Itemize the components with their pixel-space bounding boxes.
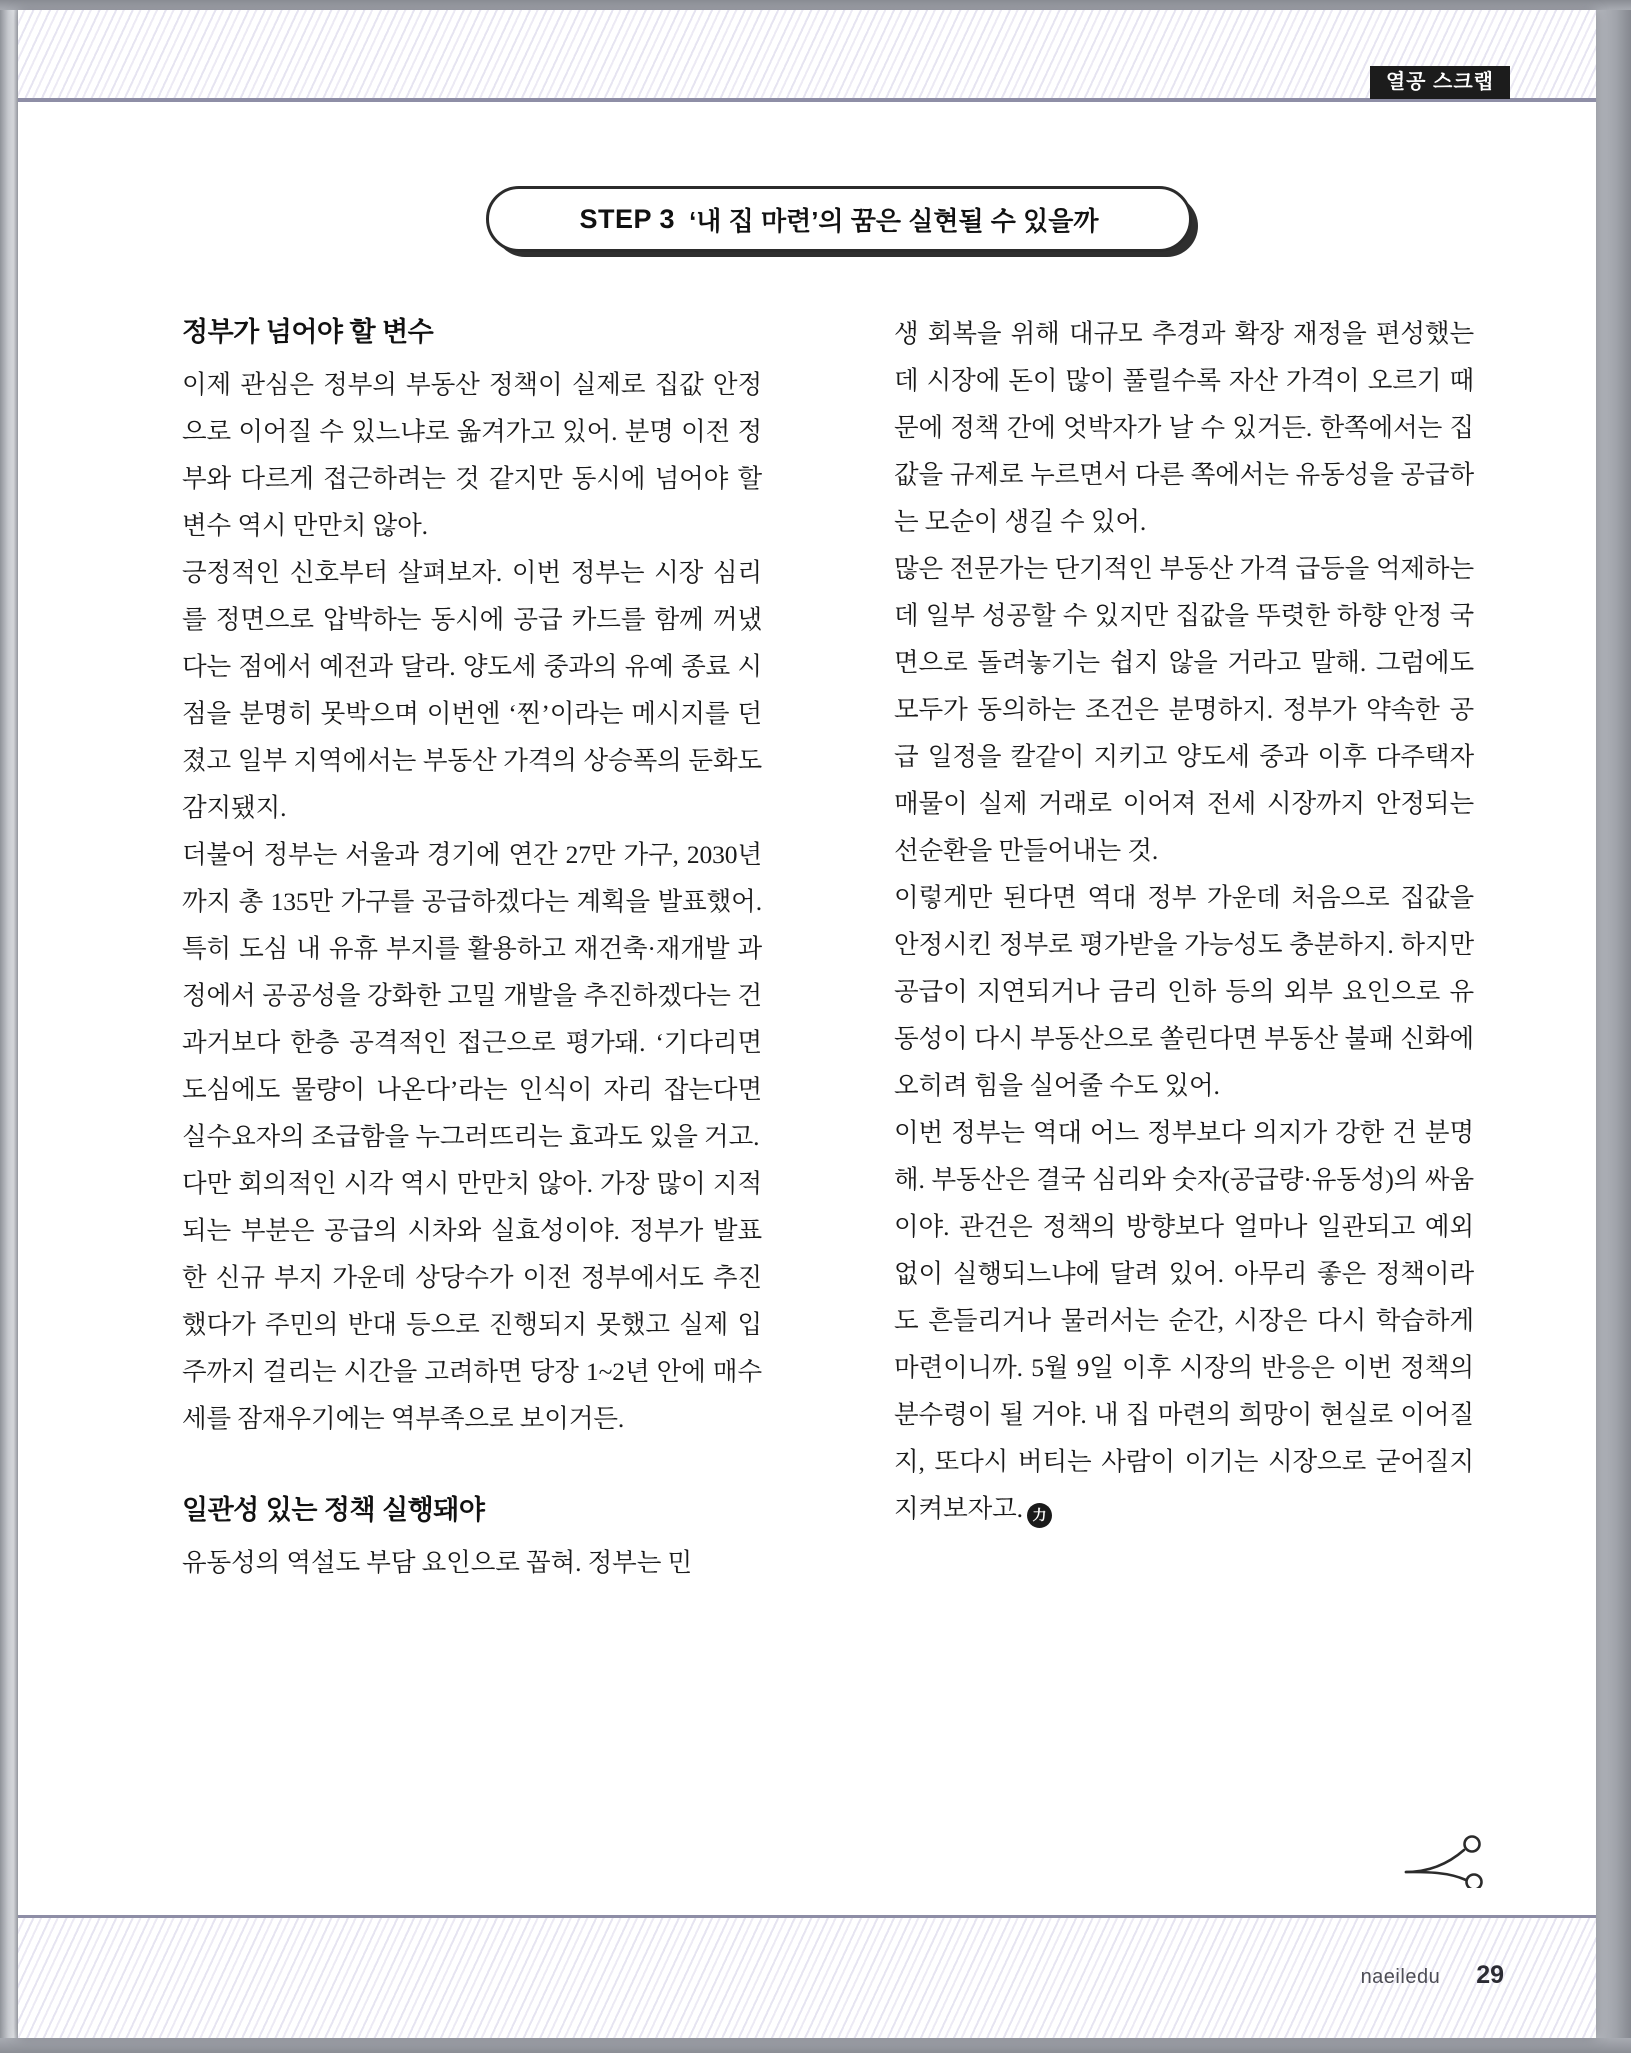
- subheading-2: 일관성 있는 정책 실행돼야: [182, 1495, 485, 1525]
- page-outer-edge-right: [1596, 0, 1631, 2053]
- column-left: [182, 310, 762, 1586]
- magazine-page: [18, 10, 1596, 2038]
- paragraph: 이제 관심은 정부의 부동산 정책이 실제로 집값 안정으로 이어질 수 있느냐로 옮겨가고 있어. 분명 이전 정부와 다르게 접근하려는 것 같지만 동시에 넘어야 할 변수 역시 만만치 않아.: [182, 370, 762, 540]
- end-of-article-mark: 力: [1027, 1503, 1052, 1528]
- divider-line-top: [18, 98, 1596, 102]
- footer-page-number: 29: [1476, 1961, 1504, 1989]
- paragraph-final: [894, 1109, 1474, 1532]
- paragraph: 긍정적인 신호부터 살펴보자. 이번 정부는 시장 심리를 정면으로 압박하는 동시에 공급 카드를 함께 꺼냈다는 점에서 예전과 달라. 양도세 중과의 유예 종료 시점을 분명히 못박으며 이번엔 ‘찐’이라는 메시지를 던졌고 일부 지역에서는 부동산 가격의 상승폭의 둔화도 감지됐지.: [182, 558, 762, 822]
- article-body: [18, 310, 1596, 1870]
- footer-brand: naeiledu: [1360, 1966, 1441, 1988]
- step-banner-title: ‘내 집 마련’의 꿈은 실현될 수 있을까: [689, 205, 1099, 236]
- paragraph-text: 이번 정부는 역대 어느 정부보다 의지가 강한 건 분명해. 부동산은 결국 심리와 숫자(공급량·유동성)의 싸움이야. 관건은 정책의 방향보다 얼마나 일관되고 예외 없이 실행되느냐에 달려 있어. 아무리 좋은 정책이라도 흔들리거나 물러서는 순간, 시장은 다시 학습하게 마련이니까. 5월 9일 이후 시장의 반응은 이번 정책의 분수령이 될 거야. 내 집 마련의 희망이 현실로 이어질지, 또다시 버티는 사람이 이기는 시장으로 굳어질지 지켜보자고.: [894, 1118, 1474, 1523]
- decorative-stripe-band-top: [18, 10, 1596, 98]
- scissors-icon: [1402, 1832, 1488, 1888]
- subheading-1: 정부가 넘어야 할 변수: [182, 317, 434, 347]
- decorative-stripe-band-bottom: [18, 1918, 1596, 2038]
- page-spine-shadow: [0, 0, 18, 2053]
- page-outer-edge-top: [0, 0, 1631, 10]
- step-banner-pill: [486, 186, 1192, 252]
- page-footer: [1361, 1961, 1504, 1990]
- step-banner-step-label: STEP 3: [579, 203, 676, 234]
- running-head-tag: 열공 스크랩: [1370, 66, 1510, 99]
- paragraph: 유동성의 역설도 부담 요인으로 꼽혀. 정부는 민: [182, 1548, 693, 1577]
- step-banner: [486, 186, 1198, 258]
- paragraph: 생 회복을 위해 대규모 추경과 확장 재정을 편성했는데 시장에 돈이 많이 풀릴수록 자산 가격이 오르기 때문에 정책 간에 엇박자가 날 수 있거든. 한쪽에서는 집값을 규제로 누르면서 다른 쪽에서는 유동성을 공급하는 모순이 생길 수 있어.: [894, 319, 1474, 536]
- paragraph: 다만 회의적인 시각 역시 만만치 않아. 가장 많이 지적되는 부분은 공급의 시차와 실효성이야. 정부가 발표한 신규 부지 가운데 상당수가 이전 정부에서도 추진했다가 주민의 반대 등으로 진행되지 못했고 실제 입주까지 걸리는 시간을 고려하면 당장 1~2년 안에 매수세를 잠재우기에는 역부족으로 보이거든.: [182, 1169, 762, 1433]
- column-right: [894, 310, 1474, 1532]
- paragraph: 많은 전문가는 단기적인 부동산 가격 급등을 억제하는 데 일부 성공할 수 있지만 집값을 뚜렷한 하향 안정 국면으로 돌려놓기는 쉽지 않을 거라고 말해. 그럼에도 모두가 동의하는 조건은 분명하지. 정부가 약속한 공급 일정을 칼같이 지키고 양도세 중과 이후 다주택자 매물이 실제 거래로 이어져 전세 시장까지 안정되는 선순환을 만들어내는 것.: [894, 554, 1474, 865]
- page-outer-edge-bottom: [0, 2038, 1631, 2053]
- paragraph: 이렇게만 된다면 역대 정부 가운데 처음으로 집값을 안정시킨 정부로 평가받을 가능성도 충분하지. 하지만 공급이 지연되거나 금리 인하 등의 외부 요인으로 유동성이 다시 부동산으로 쏠린다면 부동산 불패 신화에 오히려 힘을 실어줄 수도 있어.: [894, 883, 1474, 1100]
- paragraph: 더불어 정부는 서울과 경기에 연간 27만 가구, 2030년까지 총 135만 가구를 공급하겠다는 계획을 발표했어. 특히 도심 내 유휴 부지를 활용하고 재건축·재개발 과정에서 공공성을 강화한 고밀 개발을 추진하겠다는 건 과거보다 한층 공격적인 접근으로 평가돼. ‘기다리면 도심에도 물량이 나온다’라는 인식이 자리 잡는다면 실수요자의 조급함을 누그러뜨리는 효과도 있을 거고.: [182, 840, 762, 1151]
